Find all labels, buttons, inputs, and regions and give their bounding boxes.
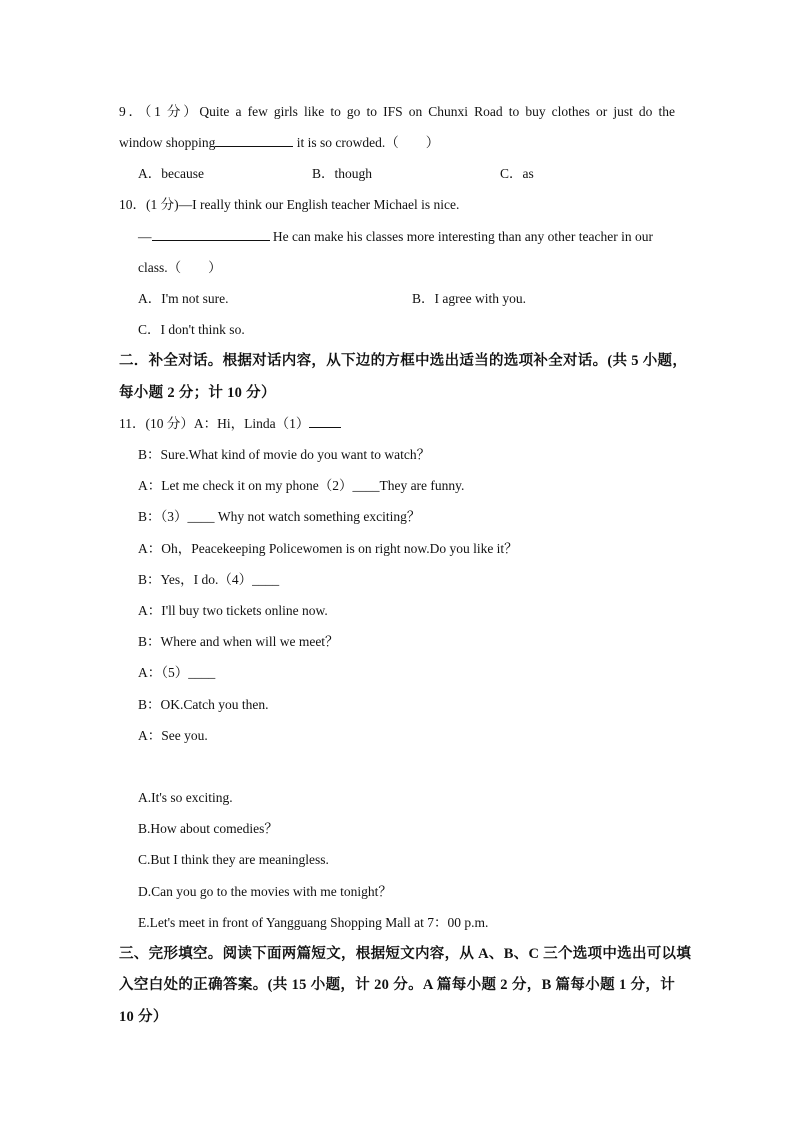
q11-dialogue-line: A：Oh，Peacekeeping Policewomen is on right now.Do you like it？ (138, 541, 518, 556)
q10-stem-line2-pre: — (138, 229, 152, 244)
section2-heading-line1: 二．补全对话。根据对话内容，从下边的方框中选出适当的选项补全对话。(共 5 小题， (119, 353, 688, 369)
q9-answer-blank (215, 133, 293, 147)
q9-option-a: A．because (138, 166, 204, 181)
q10-stem-line2 (138, 227, 675, 247)
q11-intro (119, 414, 675, 434)
q11-dialogue-line: A：I'll buy two tickets online now. (138, 603, 328, 618)
q10-stem-line1: 10．(1 分)—I really think our English teacher Michael is nice. (119, 197, 460, 212)
q11-dialogue-line: B：Yes，I do.（4）____ (138, 572, 280, 587)
q10-stem-line3: class.（ ） (138, 260, 222, 275)
q11-option: C.But I think they are meaningless. (138, 852, 329, 867)
q11-dialogue-line: B：Sure.What kind of movie do you want to watch？ (138, 447, 431, 462)
q11-dialogue-line: A：（5）____ (138, 665, 216, 680)
q9-stem-line2 (119, 133, 675, 153)
q11-option: A.It's so exciting. (138, 790, 233, 805)
q11-blank-1 (309, 414, 341, 428)
q10-answer-blank (152, 227, 270, 241)
section2-heading-line2: 每小题 2 分；计 10 分） (119, 385, 276, 401)
q11-option: B.How about comedies？ (138, 821, 278, 836)
q11-dialogue-line: A：Let me check it on my phone（2）____They are funny. (138, 478, 465, 493)
q9-stem-line2-pre: window shopping (119, 135, 216, 150)
q11-dialogue-line: B：（3）____ Why not watch something exciting？ (138, 509, 421, 524)
section3-heading-line2: 入空白处的正确答案。(共 15 小题，计 20 分。A 篇每小题 2 分，B 篇每小题 1 分，计 (119, 977, 675, 993)
q9-stem-line2-post: it is so crowded.（ ） (293, 135, 440, 150)
q11-option: D.Can you go to the movies with me tonight？ (138, 884, 392, 899)
q11-dialogue-line: B：Where and when will we meet？ (138, 634, 339, 649)
q9-option-b: B．though (312, 166, 373, 181)
q9-option-c: C．as (500, 166, 534, 181)
q10-option-b: B．I agree with you. (412, 291, 526, 306)
q11-dialogue-line: A：See you. (138, 728, 208, 743)
q10-option-c: C．I don't think so. (138, 322, 245, 337)
q11-dialogue-line: B：OK.Catch you then. (138, 697, 269, 712)
q11-option: E.Let's meet in front of Yangguang Shopping Mall at 7：00 p.m. (138, 915, 489, 930)
section3-heading-line1: 三、完形填空。阅读下面两篇短文，根据短文内容，从 A、B、C 三个选项中选出可以填 (119, 946, 692, 962)
q10-stem-line2-post: He can make his classes more interesting than any other teacher in our (269, 229, 653, 244)
section3-heading-line3: 10 分） (119, 1009, 168, 1025)
q10-option-a: A．I'm not sure. (138, 291, 229, 306)
q11-intro-text: 11．(10 分）A：Hi，Linda（1） (119, 416, 310, 431)
q9-stem-line1: 9．（1 分）Quite a few girls like to go to IFS on Chunxi Road to buy clothes or just do the (119, 104, 675, 119)
